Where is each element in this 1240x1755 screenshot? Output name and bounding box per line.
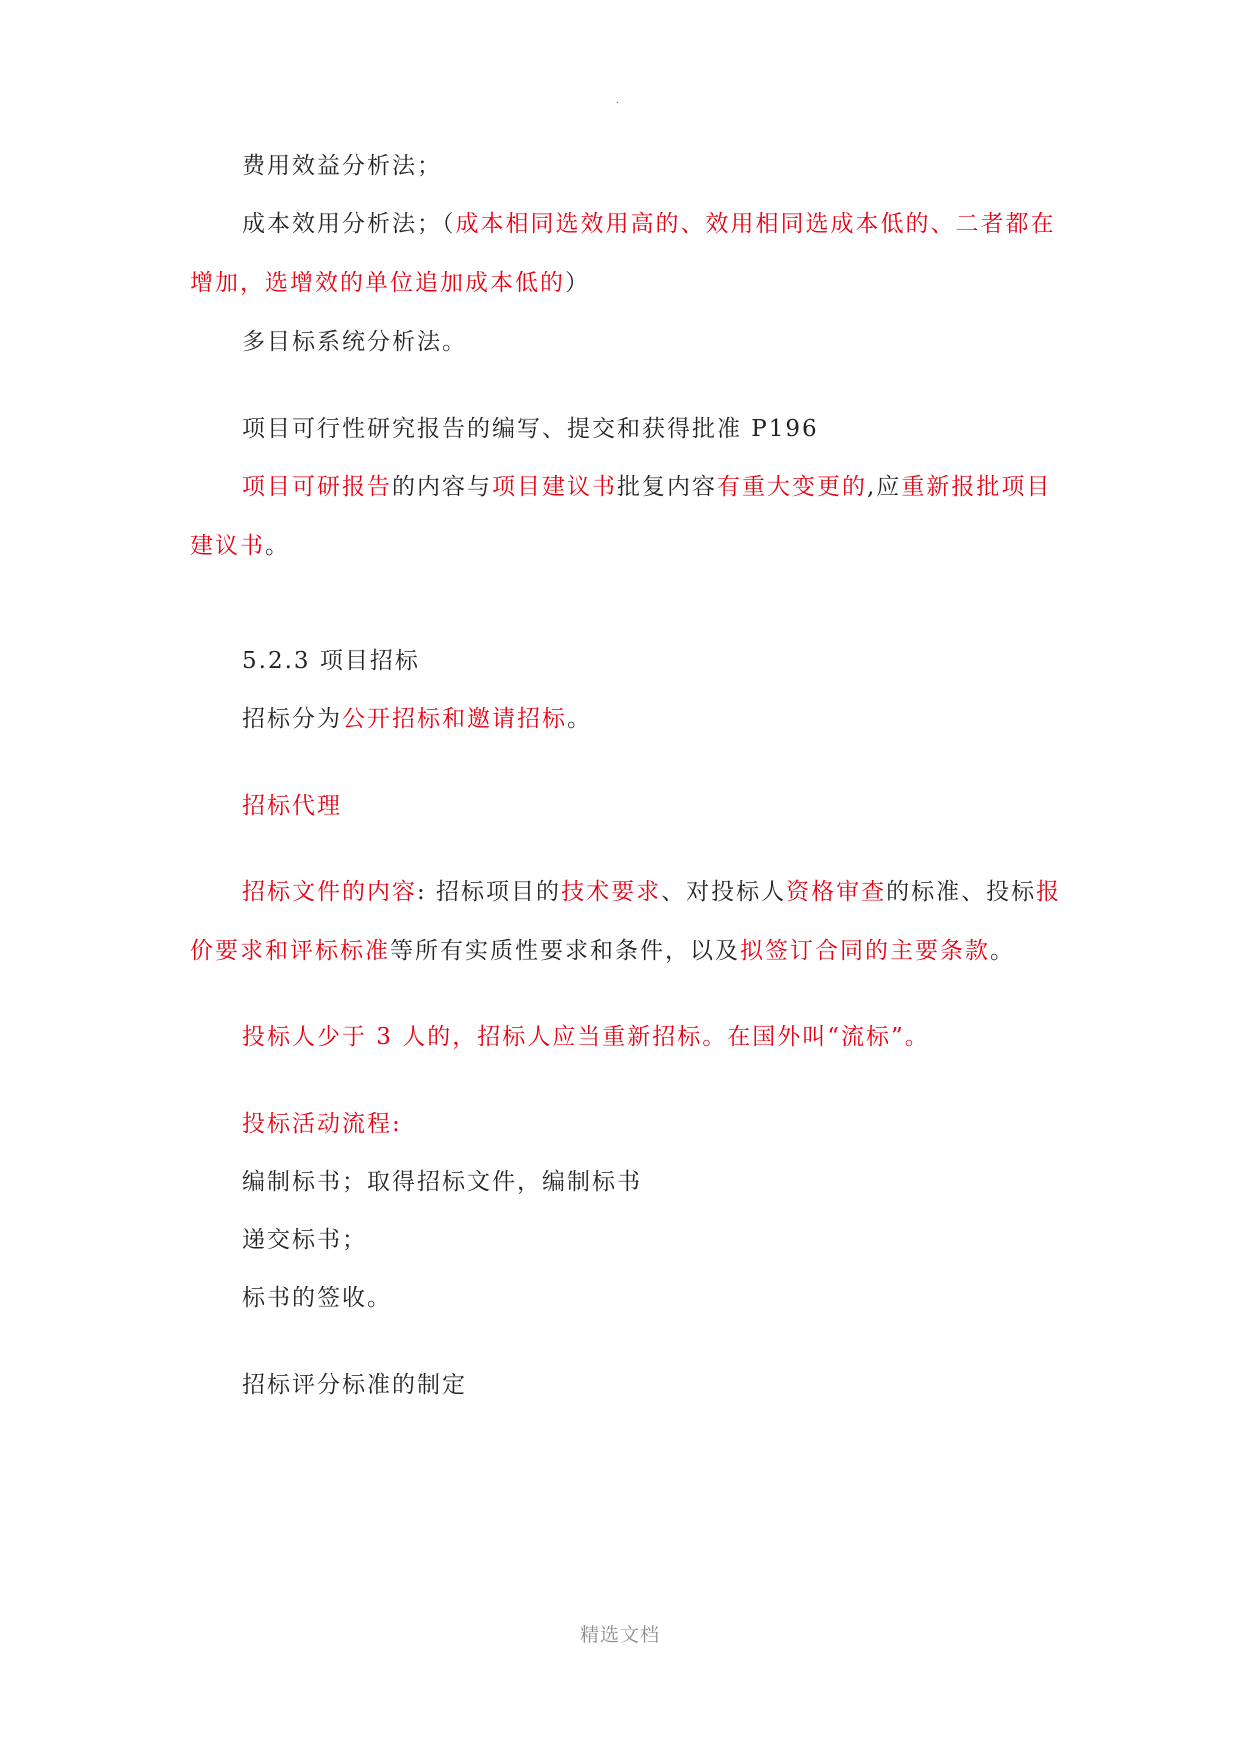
paragraph-cost-utility — [242, 208, 1122, 240]
text: 多目标系统分析法。 — [242, 329, 467, 355]
highlight-text: 技术要求 — [561, 879, 662, 905]
text: 成本效用分析法；（ — [242, 211, 456, 237]
paragraph-multi-objective — [242, 326, 1122, 358]
list-item-prepare-bid — [242, 1166, 1122, 1198]
highlight-text: 项目建议书 — [492, 474, 617, 500]
text: 5.2.3 项目招标 — [242, 648, 420, 674]
text: : 招标项目的 — [417, 879, 562, 905]
paragraph-report-changes — [242, 471, 1122, 503]
text: 招标评分标准的制定 — [242, 1372, 467, 1398]
highlight-text: 公开招标和邀请招标 — [342, 706, 567, 732]
paragraph-cost-benefit — [242, 150, 1122, 182]
text: 招标代理 — [242, 793, 342, 819]
text: 的标准、投标 — [886, 879, 1037, 905]
text: 编制标书；取得招标文件，编制标书 — [242, 1169, 642, 1195]
text: 费用效益分析法； — [242, 153, 442, 179]
highlight-text: 拟签订合同的主要条款 — [740, 938, 990, 964]
text: 递交标书； — [242, 1227, 367, 1253]
highlight-text: 建议书 — [190, 533, 265, 559]
text: 、对投标人 — [661, 879, 787, 905]
list-item-submit-bid — [242, 1224, 1122, 1256]
highlight-text: 招标文件的内容 — [242, 879, 417, 905]
paragraph-report-changes-cont — [190, 530, 1070, 562]
text: ） — [565, 270, 590, 296]
highlight-text: 价要求和评标标准 — [190, 938, 390, 964]
highlight-text: 成本相同选效用高的、效用相同选成本低的、二者都在 — [455, 211, 1056, 237]
heading-scoring-criteria — [242, 1369, 1122, 1401]
heading-section-5-2-3 — [242, 645, 1122, 677]
highlight-text: 增加，选增效的单位追加成本低的 — [190, 270, 565, 296]
heading-tender-agency — [242, 790, 1122, 822]
text: 标书的签收。 — [242, 1285, 392, 1311]
paragraph-tender-documents — [242, 876, 1122, 908]
text: 项目可行性研究报告的编写、提交和获得批准 P196 — [242, 416, 819, 442]
paragraph-tender-types — [242, 703, 1122, 735]
paragraph-tender-documents-cont — [190, 935, 1070, 967]
page-footer: 精选文档 — [579, 1624, 660, 1646]
text: 。 — [567, 706, 592, 732]
text: 招标分为 — [242, 706, 342, 732]
text: 等所有实质性要求和条件，以及 — [390, 938, 740, 964]
text: 的内容与 — [392, 474, 492, 500]
highlight-text: 报 — [1036, 879, 1062, 905]
highlight-text: 有重大变更的 — [717, 474, 867, 500]
list-item-receive-bid — [242, 1282, 1122, 1314]
text: 批复内容 — [617, 474, 717, 500]
highlight-text: 资格审查 — [786, 879, 887, 905]
heading-bidding-process — [242, 1108, 1122, 1140]
paragraph-cost-utility-cont — [190, 267, 1070, 299]
header-mark: . — [616, 95, 620, 106]
highlight-text: 项目可研报告 — [242, 474, 392, 500]
highlight-text: 重新报批项目 — [901, 474, 1052, 500]
paragraph-failed-tender — [242, 1021, 1122, 1053]
text: 投标活动流程: — [242, 1111, 402, 1137]
text: 。 — [265, 533, 290, 559]
heading-feasibility-report — [242, 413, 1122, 445]
text: 投标人少于 3 人的，招标人应当重新招标。在国外叫“流标”。 — [242, 1024, 930, 1050]
text: ,应 — [867, 474, 902, 500]
text: 。 — [990, 938, 1015, 964]
